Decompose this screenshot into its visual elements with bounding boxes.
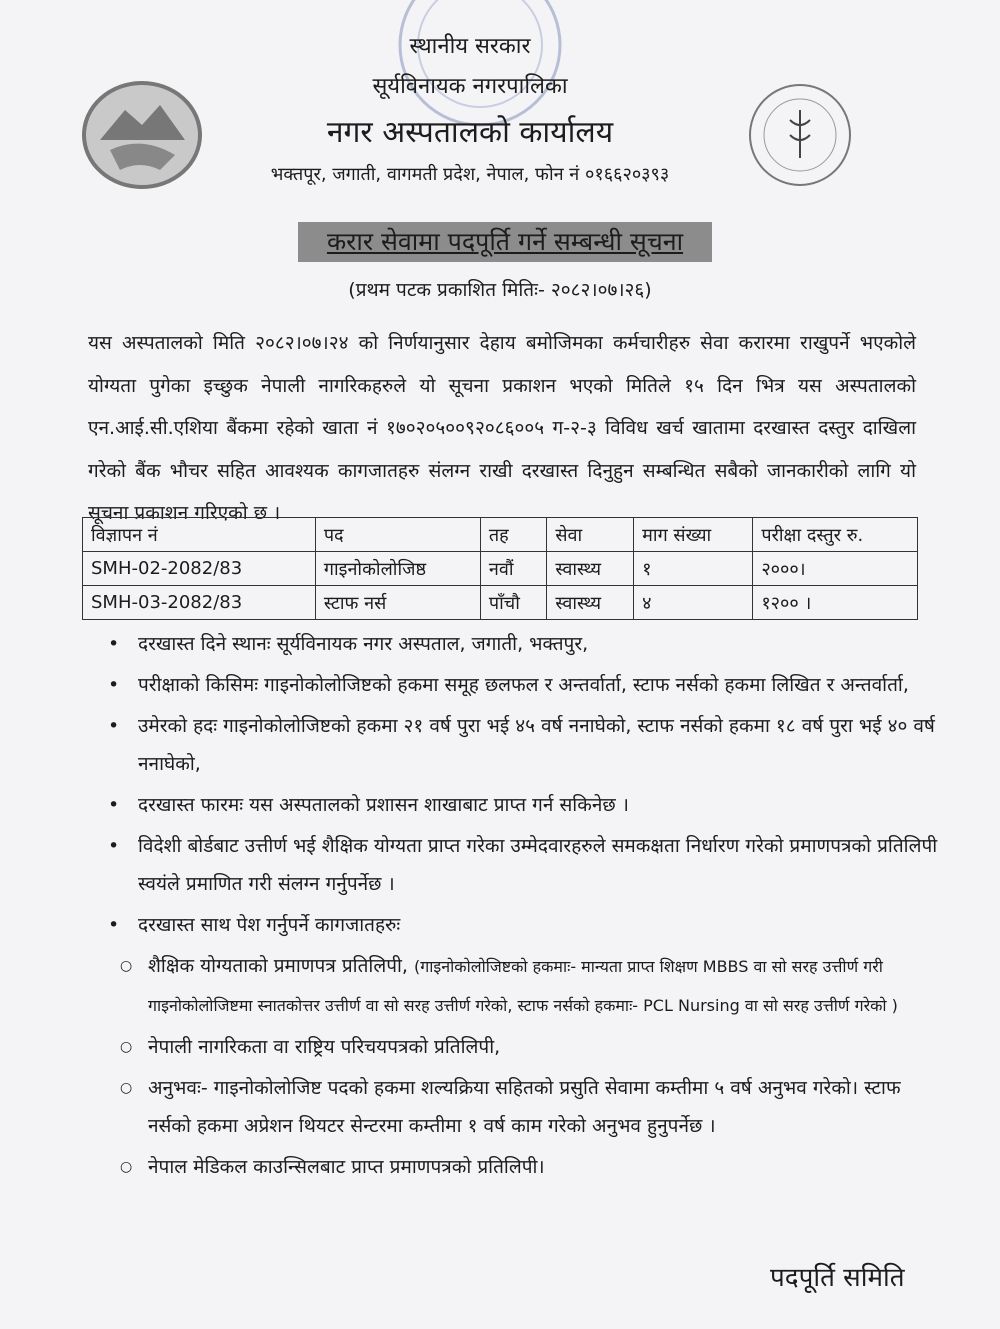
list-item: ○ नेपाली नागरिकता वा राष्ट्रिय परिचयपत्रको प्रतिलिपी, <box>148 1028 938 1066</box>
table-row <box>83 552 918 586</box>
header-municipality: सूर्यविनायक नगरपालिका <box>372 74 568 99</box>
list-item: ○ नेपाल मेडिकल काउन्सिलबाट प्राप्त प्रमाणपत्रको प्रतिलिपी। <box>148 1148 938 1186</box>
signature-committee: पदपूर्ति समिति <box>770 1263 905 1293</box>
header-cell: विज्ञापन नं <box>83 518 316 552</box>
list-item: ○ अनुभवः- गाइनोकोलोजिष्ट पदको हकमा शल्यक्रिया सहितको प्रसुति सेवामा कम्तीमा ५ वर्ष अनुभव गरेको। स्टाफ नर्सको हकमा अप्रेशन थियटर सेन्टरमा कम्तीमा १ वर्ष काम गरेको अनुभव हुनुपर्नेछ । <box>148 1069 938 1145</box>
cell: २०००। <box>753 552 918 586</box>
cell: ४ <box>634 586 753 620</box>
vacancy-table <box>82 517 918 620</box>
cell: नवौं <box>480 552 546 586</box>
notice-title: करार सेवामा पदपूर्ति गर्ने सम्बन्धी सूचना <box>298 222 712 262</box>
list-item <box>148 947 938 1025</box>
list-item <box>138 906 938 1186</box>
list-item: • दरखास्त फारमः यस अस्पतालको प्रशासन शाखाबाट प्राप्त गर्न सकिनेछ । <box>138 786 938 824</box>
header-cell: तह <box>480 518 546 552</box>
cell: SMH-02-2082/83 <box>83 552 316 586</box>
table-row <box>83 586 918 620</box>
cell: १२०० । <box>753 586 918 620</box>
requirements-list <box>110 622 938 1186</box>
documents-list <box>0 947 938 1186</box>
list-item: • परीक्षाको किसिमः गाइनोकोलोजिष्टको हकमा समूह छलफल र अन्तर्वार्ता, स्टाफ नर्सको हकमा लिखित र अन्तर्वार्ता, <box>138 666 938 704</box>
cell: स्वास्थ्य <box>547 552 634 586</box>
cell: पाँचौ <box>480 586 546 620</box>
header-cell: पद <box>315 518 480 552</box>
list-item: • विदेशी बोर्डबाट उत्तीर्ण भई शैक्षिक योग्यता प्राप्त गरेका उम्मेदवारहरुले समकक्षता निर्धारण गरेको प्रमाणपत्रको प्रतिलिपी स्वयंले प्रमाणित गरी संलग्न गर्नुपर्नेछ । <box>138 827 938 903</box>
publish-date: (प्रथम पटक प्रकाशित मितिः- २०८२।०७।२६) <box>348 279 652 301</box>
header-local-government: स्थानीय सरकार <box>409 34 531 59</box>
header-address: भक्तपूर, जगाती, वागमती प्रदेश, नेपाल, फोन नं ०१६६२०३९३ <box>270 164 670 185</box>
list-item: • दरखास्त दिने स्थानः सूर्यविनायक नगर अस्पताल, जगाती, भक्तपुर, <box>138 625 938 663</box>
header-office: नगर अस्पतालको कार्यालय <box>326 115 614 150</box>
list-item-text: दरखास्त साथ पेश गर्नुपर्ने कागजातहरुः <box>138 914 401 936</box>
notice-body: यस अस्पतालको मिति २०८२।०७।२४ को निर्णयानुसार देहाय बमोजिमका कर्मचारीहरु सेवा करारमा राखुपर्ने भएकोले योग्यता पुगेका इच्छुक नेपाली नागरिकहरुले यो सूचना प्रकाशन भएको मितिले १५ दिन भित्र यस अस्पतालको एन.आई.सी.एशिया बैंकमा रहेको खाता नं १७०२०५००९२०८६००५ ग-२-३ विविध खर्च खातामा दरखास्त दस्तुर दाखिला गरेको बैंक भौचर सहित आवश्यक कागजातहरु संलग्न राखी दरखास्त दिनुहुन सम्बन्धित सबैको जानकारीको लागि यो सूचना प्रकाशन गरिएको छ । <box>88 332 916 524</box>
cell: गाइनोकोलोजिष्ठ <box>315 552 480 586</box>
document-item-text: शैक्षिक योग्यताको प्रमाणपत्र प्रतिलिपी, <box>148 955 408 977</box>
cell: १ <box>634 552 753 586</box>
cell: स्टाफ नर्स <box>315 586 480 620</box>
document-item-detail: (गाइनोकोलोजिष्टको हकमाः- मान्यता प्राप्त शिक्षण MBBS वा सो सरह उत्तीर्ण गरी गाइनोकोलोजिष्टमा स्नातकोत्तर उत्तीर्ण वा सो सरह उत्तीर्ण गरेको, स्टाफ नर्सको हकमाः- PCL Nursing वा सो सरह उत्तीर्ण गरेको ) <box>148 957 898 1015</box>
cell: स्वास्थ्य <box>547 586 634 620</box>
cell: SMH-03-2082/83 <box>83 586 316 620</box>
table-header-row <box>83 518 918 552</box>
header-cell: माग संख्या <box>634 518 753 552</box>
list-item: • उमेरको हदः गाइनोकोलोजिष्टको हकमा २१ वर्ष पुरा भई ४५ वर्ष ननाघेको, स्टाफ नर्सको हकमा १८ वर्ष पुरा भई ४० वर्ष ननाघेको, <box>138 707 938 783</box>
header-cell: परीक्षा दस्तुर रु. <box>753 518 918 552</box>
header-cell: सेवा <box>547 518 634 552</box>
